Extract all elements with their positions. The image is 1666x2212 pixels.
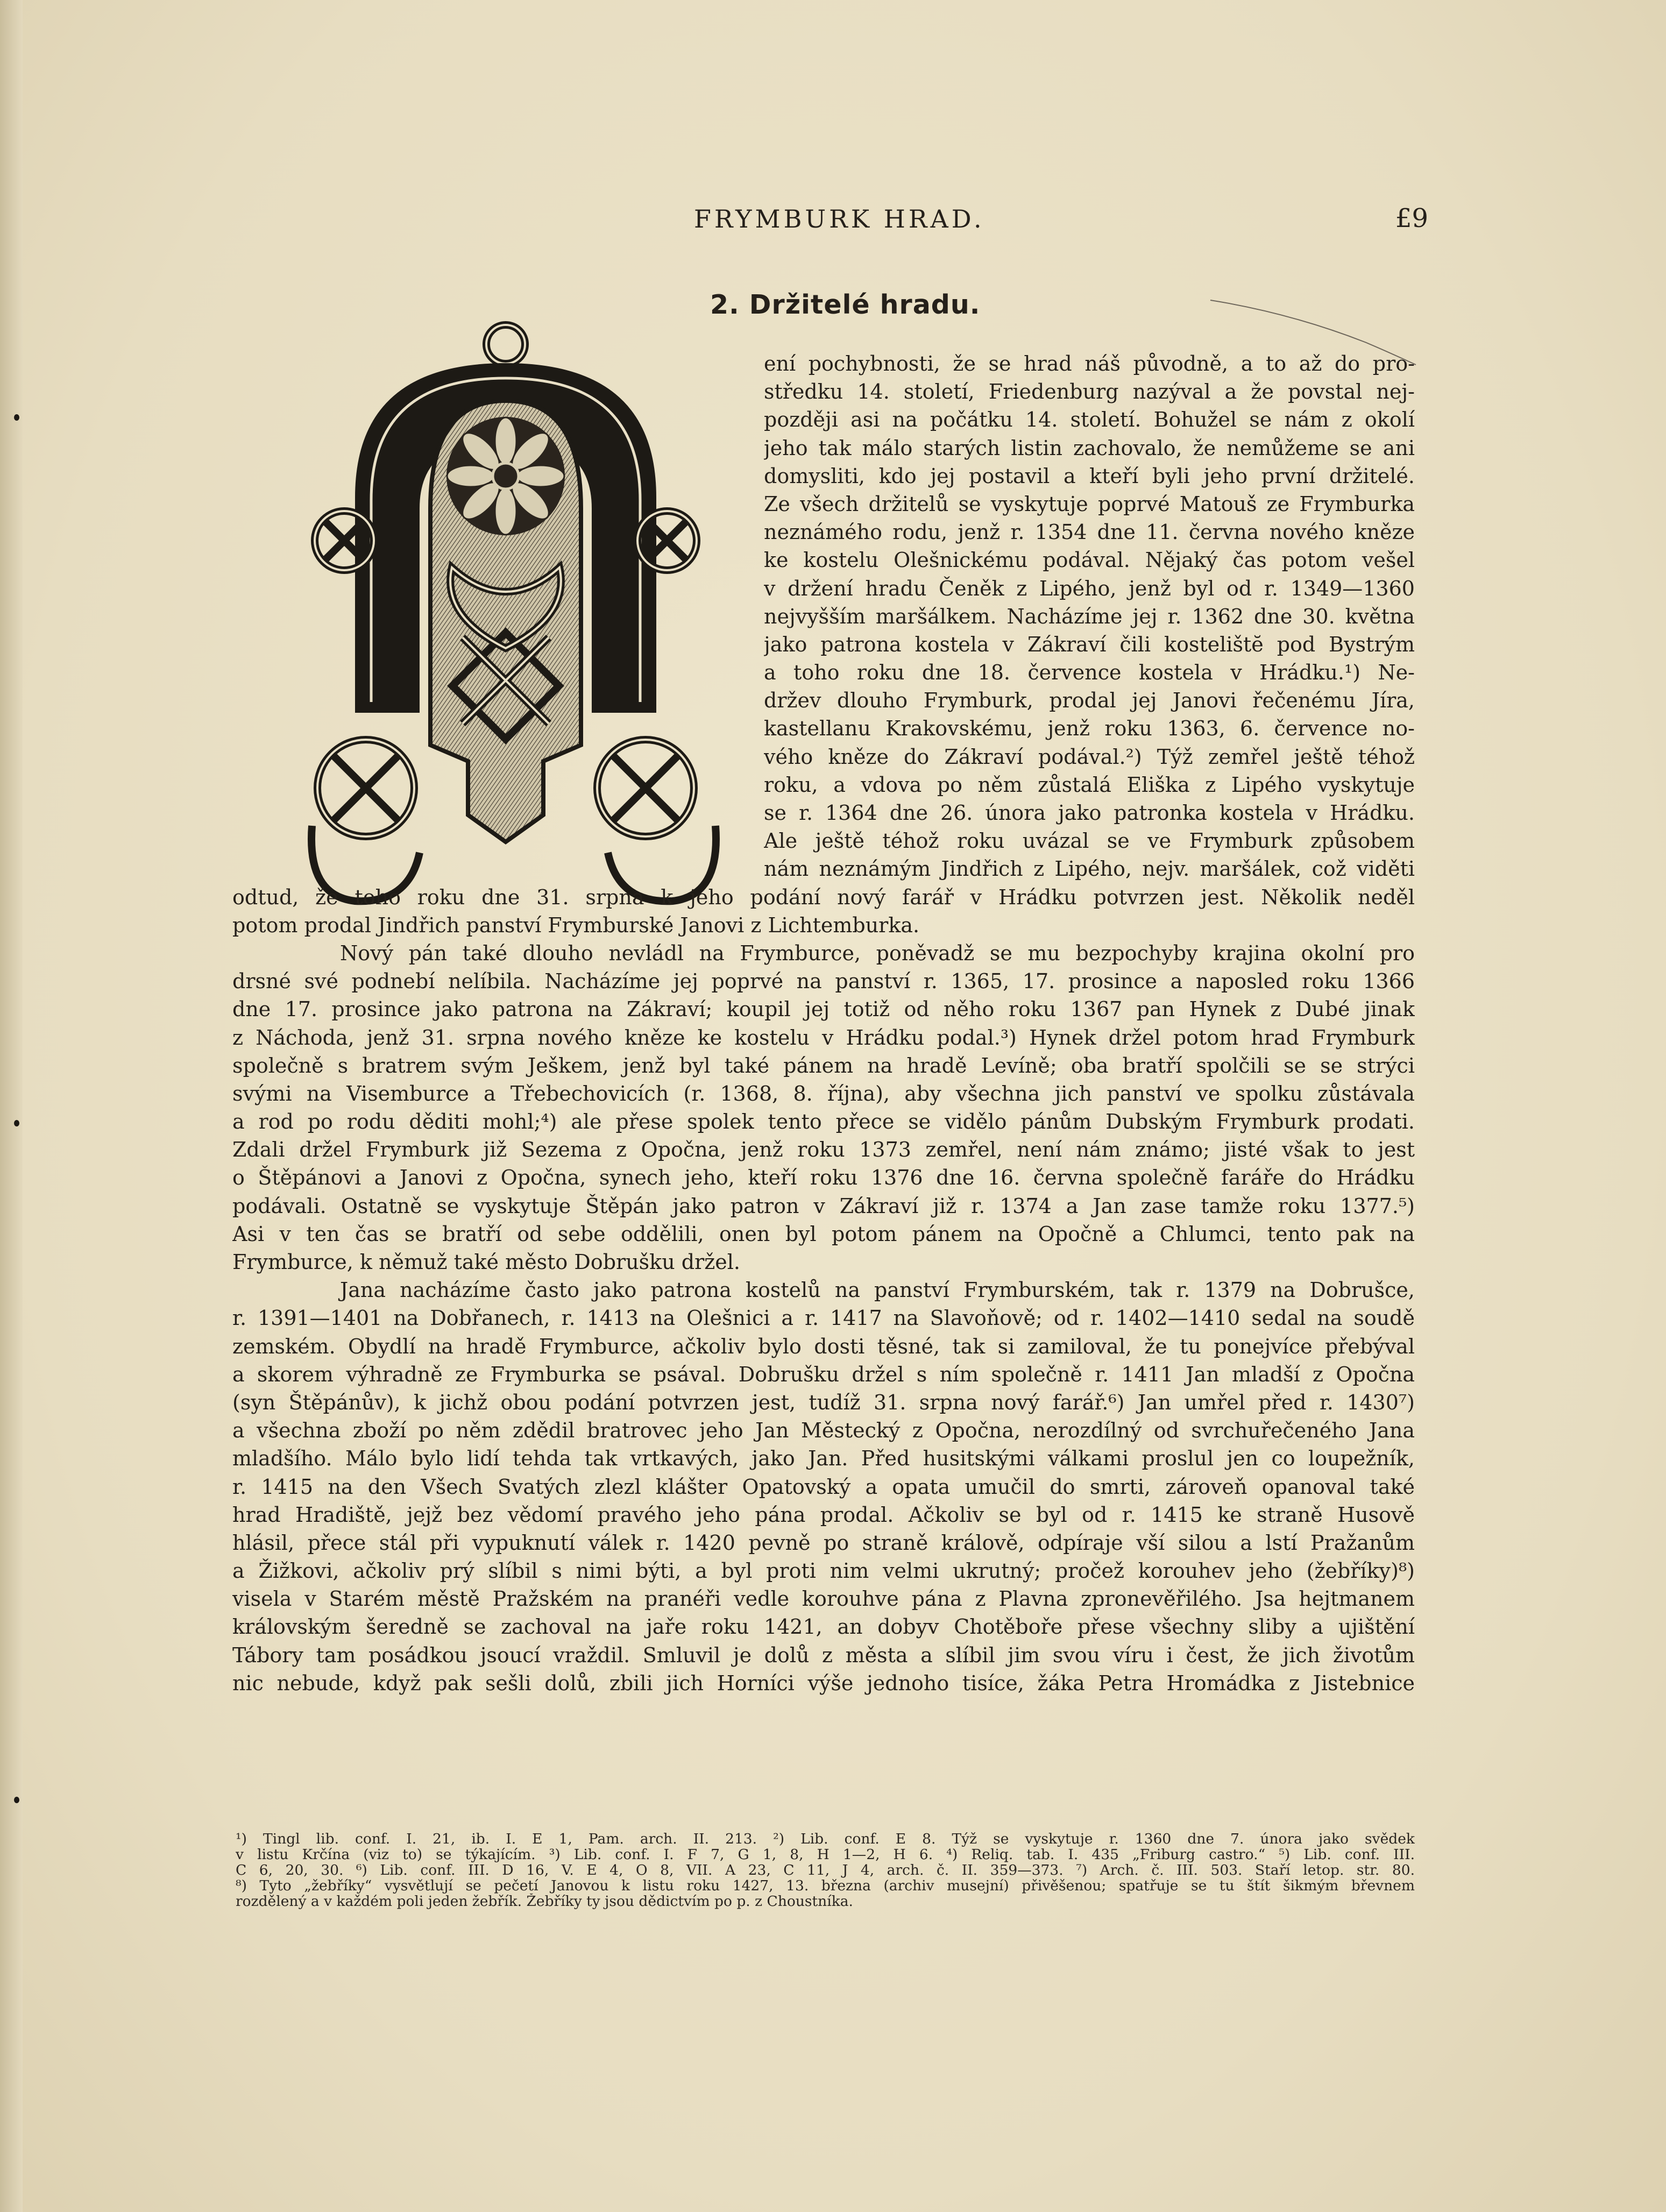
text-line: Ale ještě téhož roku uvázal se ve Frymburk způsobem [764, 829, 1415, 853]
text-line: nám neznámým Jindřich z Lipého, nejv. maršálek, což viděti [764, 857, 1415, 881]
text-line: Asi v ten čas se bratří od sebe oddělili, onen byl potom pánem na Opočně a Chlumci, tento pak na [232, 1222, 1415, 1246]
running-title: FRYMBURK HRAD. [694, 204, 985, 233]
text-line: podávali. Ostatně se vyskytuje Štěpán jako patron v Zákraví již r. 1374 a Jan zase tamže roku 1377.⁵) [232, 1194, 1415, 1218]
text-line: vého kněze do Zákraví podával.²) Týž zemřel ještě téhož [764, 745, 1415, 769]
text-line: o Štěpánovi a Janovi z Opočna, synech jeho, kteří roku 1376 dne 16. června společně faráře do Hrádku [232, 1166, 1415, 1190]
text-line: mladšího. Málo bylo lidí tehda tak vrtkavých, jako Jan. Před husitskými válkami proslul jen co loupežník, [232, 1447, 1415, 1471]
text-line: Nový pán také dlouho nevládl na Frymburce, poněvadž se mu bezpochyby krajina okolní pro [340, 941, 1415, 965]
text-line: držev dlouho Frymburk, prodal jej Janovi řečenému Jíra, [764, 689, 1415, 713]
text-line: r. 1391—1401 na Dobřanech, r. 1413 na Olešnici a r. 1417 na Slavoňově; od r. 1402—1410 sedal na soudě [232, 1306, 1415, 1330]
text-line: a všechna zboží po něm zdědil bratrovec jeho Jan Městecký z Opočna, nerozdílný od svrchuřečeného Jana [232, 1419, 1415, 1443]
text-line: z Náchoda, jenž 31. srpna nového kněze ke kostelu v Hrádku podal.³) Hynek držel potom hrad Frymburk [232, 1025, 1415, 1050]
text-line: později asi na počátku 14. století. Bohužel se nám z okolí [764, 408, 1415, 432]
text-line: odtud, že toho roku dne 31. srpna k jeho podání nový farář v Hrádku potvrzen jest. Několik neděl [232, 885, 1415, 909]
text-line: drsné své podnebí nelíbila. Nacházíme jej poprvé na panství r. 1365, 17. prosince a naposled roku 1366 [232, 969, 1415, 994]
text-line: jako patrona kostela v Zákraví čili kostelištĕ pod Bystrým [764, 632, 1415, 656]
text-line: (syn Štěpánův), k jichž obou podání potvrzen jest, tudíž 31. srpna nový farář.⁶) Jan umřel před r. 1430⁷) [232, 1390, 1415, 1414]
text-line: hrad Hradiště, jejž bez vědomí pravého jeho pána prodal. Ačkoliv se byl od r. 1415 ke straně Husově [232, 1502, 1415, 1527]
text-line: jeho tak málo starých listin zachovalo, že nemůžeme se ani [764, 436, 1415, 460]
footnote-line: C 6, 20, 30. ⁶) Lib. conf. III. D 16, V. E 4, O 8, VII. A 23, C 11, J 4, arch. č. II. 359—373. ⁷) Arch. č. III. 503. Staří letop. str. 80. [236, 1862, 1415, 1878]
text-line: v držení hradu Čeněk z Lipého, jenž byl od r. 1349—1360 [764, 576, 1415, 600]
text-line: a toho roku dne 18. července kostela v Hrádku.¹) Ne- [764, 661, 1415, 685]
text-line: svými na Visemburce a Třebechovicích (r. 1368, 8. října), aby všechna jich panství ve spolku zůstávala [232, 1081, 1415, 1105]
text-line: a rod po rodu děditi mohl;⁴) ale přese spolek tento přece se vidělo pánům Dubským Frymburk prodati. [232, 1110, 1415, 1134]
margin-mark [14, 1120, 19, 1126]
text-line: potom prodal Jindřich panství Frymburské Janovi z Lichtemburka. [232, 913, 920, 937]
text-line: dne 17. prosince jako patrona na Zákraví; koupil jej totiž od něho roku 1367 pan Hynek z Dubé jinak [232, 997, 1415, 1022]
footnote-line: rozdělený a v každém poli jeden žebřík. Žebříky ty jsou dědictvím po p. z Choustníka. [236, 1894, 853, 1909]
text-line: roku, a vdova po něm zůstalá Eliška z Lipého vyskytuje [764, 772, 1415, 797]
text-line: Jana nacházíme často jako patrona kostelů na panství Frymburském, tak r. 1379 na Dobrušce, [340, 1278, 1415, 1302]
text-line: se r. 1364 dne 26. února jako patronka kostela v Hrádku. [764, 801, 1415, 825]
text-line: středku 14. století, Friedenburg nazýval a že povstal nej- [764, 380, 1415, 404]
text-line: zemském. Obydlí na hradě Frymburce, ačkoliv bylo dosti těsné, tak si zamiloval, že tu ponejvíce přebýval [232, 1334, 1415, 1358]
section-heading: 2. Držitelé hradu. [710, 289, 981, 320]
body-text [232, 350, 1415, 1697]
footnote-line: v listu Krčína (viz to) se týkajícím. ³) Lib. conf. I. F 7, G 1, 8, H 1—2, H 6. ⁴) Reliq. tab. I. 435 „Friburg castro.“ ⁵) Lib. conf. III. [236, 1847, 1415, 1862]
text-line: Tábory tam posádkou jsoucí vraždil. Smluvil je dolů z města a slíbil jim svou víru i čest, že jich životům [232, 1643, 1415, 1667]
text-line: ke kostelu Olešnickému podával. Nějaký čas potom vešel [764, 548, 1415, 572]
margin-mark [14, 1797, 19, 1803]
page-number: £9 [1395, 203, 1428, 233]
text-line: domysliti, kdo jej postavil a kteří byli jeho první držitelé. [764, 464, 1415, 488]
text-line: a skorem výhradně ze Frymburka se psával. Dobrušku držel s ním společně r. 1411 Jan mladší z Opočna [232, 1362, 1415, 1386]
text-line: společně s bratrem svým Ješkem, jenž byl také pánem na hradě Levíně; oba bratří spolčili se se strýci [232, 1053, 1415, 1077]
text-line: Ze všech držitelů se vyskytuje poprvé Matouš ze Frymburka [764, 492, 1415, 516]
text-line: a Žižkovi, ačkoliv prý slíbil s nimi býti, a byl proti nim velmi ukrutný; pročež korouhev jeho (žebříky)⁸) [232, 1559, 1415, 1583]
text-line: Frymburce, k němuž také město Dobrušku držel. [232, 1250, 740, 1274]
text-line: ení pochybnosti, že se hrad náš původně, a to až do pro- [764, 352, 1415, 375]
footnote-line: ⁸) Tyto „žebříky“ vysvětlují se pečetí Janovou k listu roku 1427, 13. března (archiv musejní) přivěšenou; spatřuje se tu štít šikmým břevnem [236, 1878, 1415, 1894]
text-line: nejvyšším maršálkem. Nacházíme jej r. 1362 dne 30. května [764, 604, 1415, 628]
binding-gutter [0, 0, 23, 2212]
text-line: nic nebude, když pak sešli dolů, zbili jich Horníci výše jednoho tisíce, žáka Petra Hromádka z Jistebnice [232, 1671, 1415, 1695]
text-line: Zdali držel Frymburk již Sezema z Opočna, jenž roku 1373 zemřel, není nám známo; jisté však to jest [232, 1138, 1415, 1162]
margin-mark [14, 414, 19, 421]
text-line: r. 1415 na den Všech Svatých zlezl klášter Opatovský a opata umučil do smrti, zároveň opanoval také [232, 1474, 1415, 1499]
text-line: královským šeredně se zachoval na jaře roku 1421, an dobyv Chotěboře přese všechny sliby a ujištění [232, 1615, 1415, 1639]
footnotes [236, 1831, 1415, 1909]
footnote-line: ¹) Tingl lib. conf. I. 21, ib. I. E 1, Pam. arch. II. 213. ²) Lib. conf. E 8. Týž se vyskytuje r. 1360 dne 7. února jako svědek [236, 1831, 1415, 1847]
text-line: visela v Starém městě Pražském na pranéři vedle korouhve pána z Plavna zpronevěřilého. Jsa hejtmanem [232, 1587, 1415, 1611]
text-line: kastellanu Krakovskému, jenž roku 1363, 6. července no- [764, 717, 1415, 741]
running-header [694, 204, 1428, 237]
text-line: neznámého rodu, jenž r. 1354 dne 11. června nového kněze [764, 520, 1415, 544]
text-line: hlásil, přece stál při vypuknutí válek r. 1420 pevně po straně králově, odpíraje vší silou a lstí Pražanům [232, 1530, 1415, 1555]
